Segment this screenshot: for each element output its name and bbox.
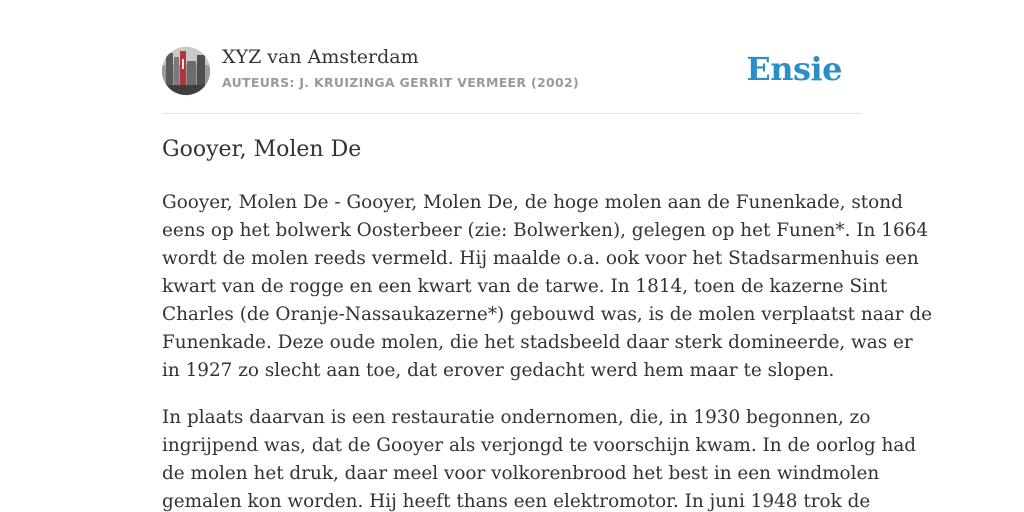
entry-body <box>162 189 932 512</box>
book-cover-image <box>162 47 210 95</box>
book-header <box>162 44 862 100</box>
book-title[interactable]: XYZ van Amsterdam <box>222 46 419 68</box>
article-container <box>162 44 932 512</box>
entry-paragraph <box>162 404 917 512</box>
text-line: ingrijpend was, dat de Gooyer als verjongd te voorschijn kwam. In de oorlog had <box>162 435 917 456</box>
text-line: in 1927 zo slecht aan toe, dat erover gedacht werd hem maar te slopen. <box>162 360 835 381</box>
entry-paragraph <box>162 189 932 385</box>
text-line: In plaats daarvan is een restauratie ondernomen, die, in 1930 begonnen, zo <box>162 407 871 428</box>
text-line: Gooyer, Molen De - Gooyer, Molen De, de hoge molen aan de Funenkade, stond <box>162 192 903 213</box>
text-line: de molen het druk, daar meel voor volkorenbrood het best in een windmolen <box>162 463 880 484</box>
text-line: kwart van de rogge en een kwart van de tarwe. In 1814, toen de kazerne Sint <box>162 276 888 297</box>
text-line: wordt de molen reeds vermeld. Hij maalde o.a. ook voor het Stadsarmenhuis een <box>162 248 919 269</box>
ensie-logo[interactable]: Ensie <box>746 50 842 88</box>
book-authors: AUTEURS: J. KRUIZINGA GERRIT VERMEER (2002) <box>222 75 579 90</box>
text-line: Funenkade. Deze oude molen, die het stadsbeeld daar sterk domineerde, was er <box>162 332 913 353</box>
header-divider <box>162 113 862 114</box>
text-line: gemalen kon worden. Hij heeft thans een elektromotor. In juni 1948 trok de <box>162 491 871 512</box>
text-line: eens op het bolwerk Oosterbeer (zie: Bolwerken), gelegen op het Funen*. In 1664 <box>162 220 929 241</box>
entry-title: Gooyer, Molen De <box>162 137 362 162</box>
book-cover-avatar[interactable] <box>162 47 210 95</box>
text-line: Charles (de Oranje-Nassaukazerne*) gebouwd was, is de molen verplaatst naar de <box>162 304 932 325</box>
